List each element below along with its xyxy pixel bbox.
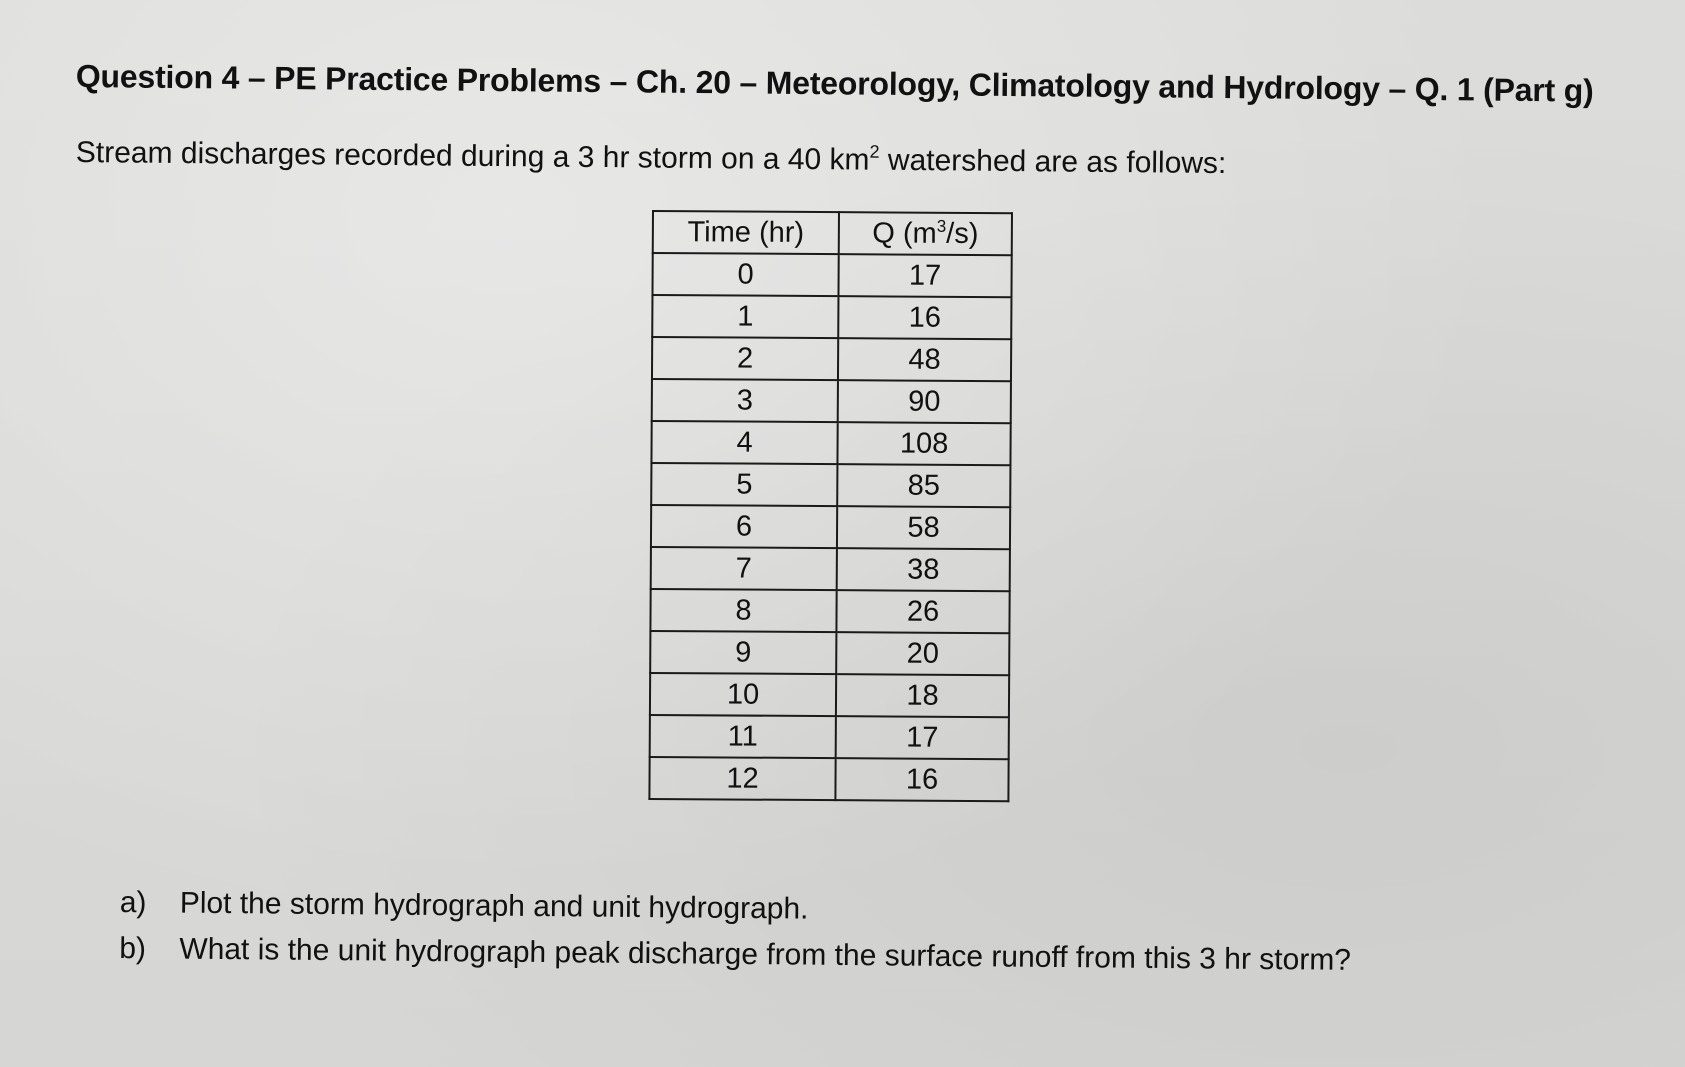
header-discharge-start: Q (m [872,216,937,250]
intro-text-end: watershed are as follows: [879,143,1227,181]
discharge-table [648,210,1013,802]
header-discharge-superscript: 3 [936,216,947,236]
intro-superscript: 2 [869,141,880,162]
discharge-cell: 16 [835,758,1008,801]
table-row [650,673,1009,717]
time-cell: 6 [651,505,837,548]
discharge-cell: 17 [836,716,1009,759]
table-row [652,379,1011,423]
discharge-cell: 38 [837,548,1010,591]
time-cell: 12 [649,757,835,800]
table-row [650,589,1009,633]
discharge-cell: 85 [837,464,1010,507]
time-cell: 9 [650,631,836,674]
discharge-cell: 20 [836,632,1009,675]
table-row [649,757,1008,801]
question-marker-b: b) [119,931,147,966]
table-body [649,253,1011,801]
question-text-b: What is the unit hydrograph peak discharge from the surface runoff from this 3 hr storm? [179,932,1352,977]
table-row [652,253,1011,297]
question-title: Question 4 – PE Practice Problems – Ch. 20 – Meteorology, Climatology and Hydrology – Q. 1 (Part g) [75,58,1594,109]
time-cell: 0 [652,253,838,296]
time-cell: 11 [650,715,836,758]
discharge-cell: 26 [836,590,1009,633]
discharge-cell: 48 [838,338,1011,381]
discharge-cell: 58 [837,506,1010,549]
header-discharge-end: /s) [946,217,979,250]
discharge-cell: 18 [836,674,1009,717]
header-time: Time (hr) [653,211,839,254]
table-row [651,505,1010,549]
table-row [651,421,1010,465]
table-row [650,631,1009,675]
discharge-table-wrapper [648,210,1013,802]
discharge-cell: 108 [837,422,1010,465]
time-cell: 7 [651,547,837,590]
time-cell: 10 [650,673,836,716]
header-discharge [839,212,1012,255]
discharge-cell: 90 [838,380,1011,423]
question-text-a: Plot the storm hydrograph and unit hydrograph. [179,886,809,926]
table-row [652,295,1011,339]
table-row [652,337,1011,381]
question-marker-a: a) [119,885,147,920]
time-cell: 1 [652,295,838,338]
time-cell: 2 [652,337,838,380]
time-cell: 8 [650,589,836,632]
table-header-row [653,211,1012,255]
table-row [651,463,1010,507]
intro-text-start: Stream discharges recorded during a 3 hr storm on a 40 km [75,136,870,177]
intro-text [76,136,1227,181]
discharge-cell: 17 [838,254,1011,297]
time-cell: 5 [651,463,837,506]
discharge-cell: 16 [838,296,1011,339]
table-row [651,547,1010,591]
question-list [119,880,1351,984]
time-cell: 4 [651,421,837,464]
table-row [650,715,1009,759]
time-cell: 3 [652,379,838,422]
